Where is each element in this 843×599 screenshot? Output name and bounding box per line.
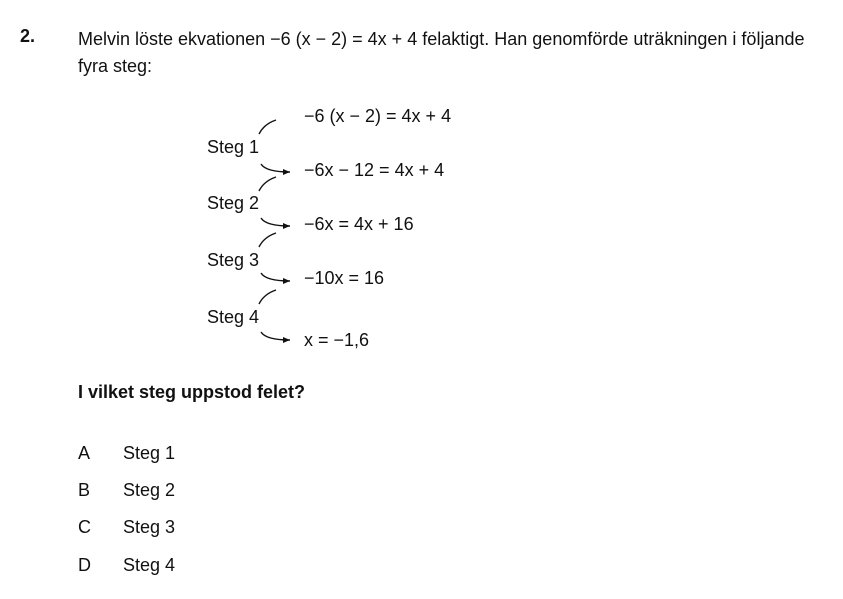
question-number: 2. <box>20 26 36 46</box>
arrow-step-1-top <box>259 120 276 134</box>
step-label-2: Steg 2 <box>207 193 260 213</box>
equation-line-2: −6x = 4x + 16 <box>304 214 414 234</box>
equation-line-4: x = −1,6 <box>304 330 370 350</box>
option-label: Steg 4 <box>123 555 176 575</box>
question-text-before: Melvin löste ekvationen <box>78 29 266 49</box>
question-text-after: felaktigt. Han genomförde uträkningen i följande fyra steg: <box>78 29 805 76</box>
option-letter: A <box>78 443 91 463</box>
arrow-step-2-top <box>259 177 276 191</box>
question-equation: −6 (x − 2) = 4x + 4 <box>270 29 418 49</box>
option-letter: C <box>78 517 91 537</box>
step-label-1: Steg 1 <box>207 137 260 157</box>
equation-line-0: −6 (x − 2) = 4x + 4 <box>304 106 452 126</box>
equation-line-1: −6x − 12 = 4x + 4 <box>304 160 445 180</box>
arrow-step-4-top <box>259 290 276 304</box>
equation-line-3: −10x = 16 <box>304 268 385 288</box>
arrow-step-4-bottom <box>261 332 290 340</box>
option-letter: B <box>78 480 91 500</box>
option-label: Steg 2 <box>123 480 176 500</box>
step-label-4: Steg 4 <box>207 307 260 327</box>
option-letter: D <box>78 555 91 575</box>
step-label-3: Steg 3 <box>207 250 260 270</box>
arrow-step-1-bottom <box>261 164 290 172</box>
arrow-step-2-bottom <box>261 218 290 226</box>
arrow-step-3-bottom <box>261 273 290 281</box>
option-label: Steg 1 <box>123 443 176 463</box>
prompt: I vilket steg uppstod felet? <box>78 382 306 402</box>
option-label: Steg 3 <box>123 517 176 537</box>
arrow-step-3-top <box>259 233 276 247</box>
